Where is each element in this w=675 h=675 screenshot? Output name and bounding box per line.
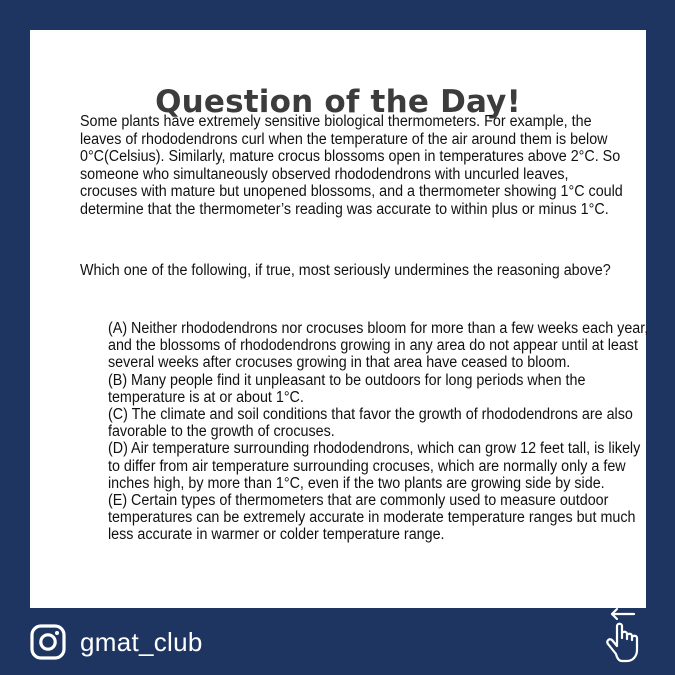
- option-e: (E) Certain types of thermometers that are commonly used to measure outdoor temperatures can be extremely accurate in moderate temperature ranges but much less accurate in warmer or colder temperature range.: [108, 492, 636, 544]
- question-prompt: Which one of the following, if true, most seriously undermines the reasoning above?: [80, 262, 611, 279]
- option-c: (C) The climate and soil conditions that favor the growth of rhododendrons are also favorable to the growth of crocuses.: [108, 406, 633, 441]
- social-handle[interactable]: [30, 624, 203, 660]
- option-a: (A) Neither rhododendrons nor crocuses bloom for more than a few weeks each year, and the blossoms of rhododendrons growing in any area do not appear until at least several weeks after crocuses growing in that area have ceased to bloom.: [108, 320, 649, 372]
- page-title: Question of the Day!: [155, 84, 521, 120]
- question-card: [30, 30, 649, 608]
- answer-options: [108, 320, 649, 544]
- swipe-hand-icon: [600, 606, 646, 666]
- option-b: (B) Many people find it unpleasant to be outdoors for long periods when the temperature is at or about 1°C.: [108, 371, 586, 406]
- question-stem: Some plants have extremely sensitive biological thermometers. For example, the leaves of rhododendrons curl when the temperature of the air around them is below 0°C(Celsius). Similarly, mature crocus blossoms open in temperatures above 2°C. So someone who simultaneously observed rhododendrons with uncurled leaves, crocuses with mature but unopened blossoms, and a thermometer showing 1°C could determine that the thermometer’s reading was accurate to within plus or minus 1°C.: [80, 113, 623, 218]
- instagram-icon: [30, 624, 66, 660]
- option-d: (D) Air temperature surrounding rhododendrons, which can grow 12 feet tall, is likely to differ from air temperature surrounding crocuses, which are normally only a few inches high, by more than 1°C, even if the two plants are growing side by side.: [108, 440, 641, 492]
- handle-text: gmat_club: [80, 626, 203, 657]
